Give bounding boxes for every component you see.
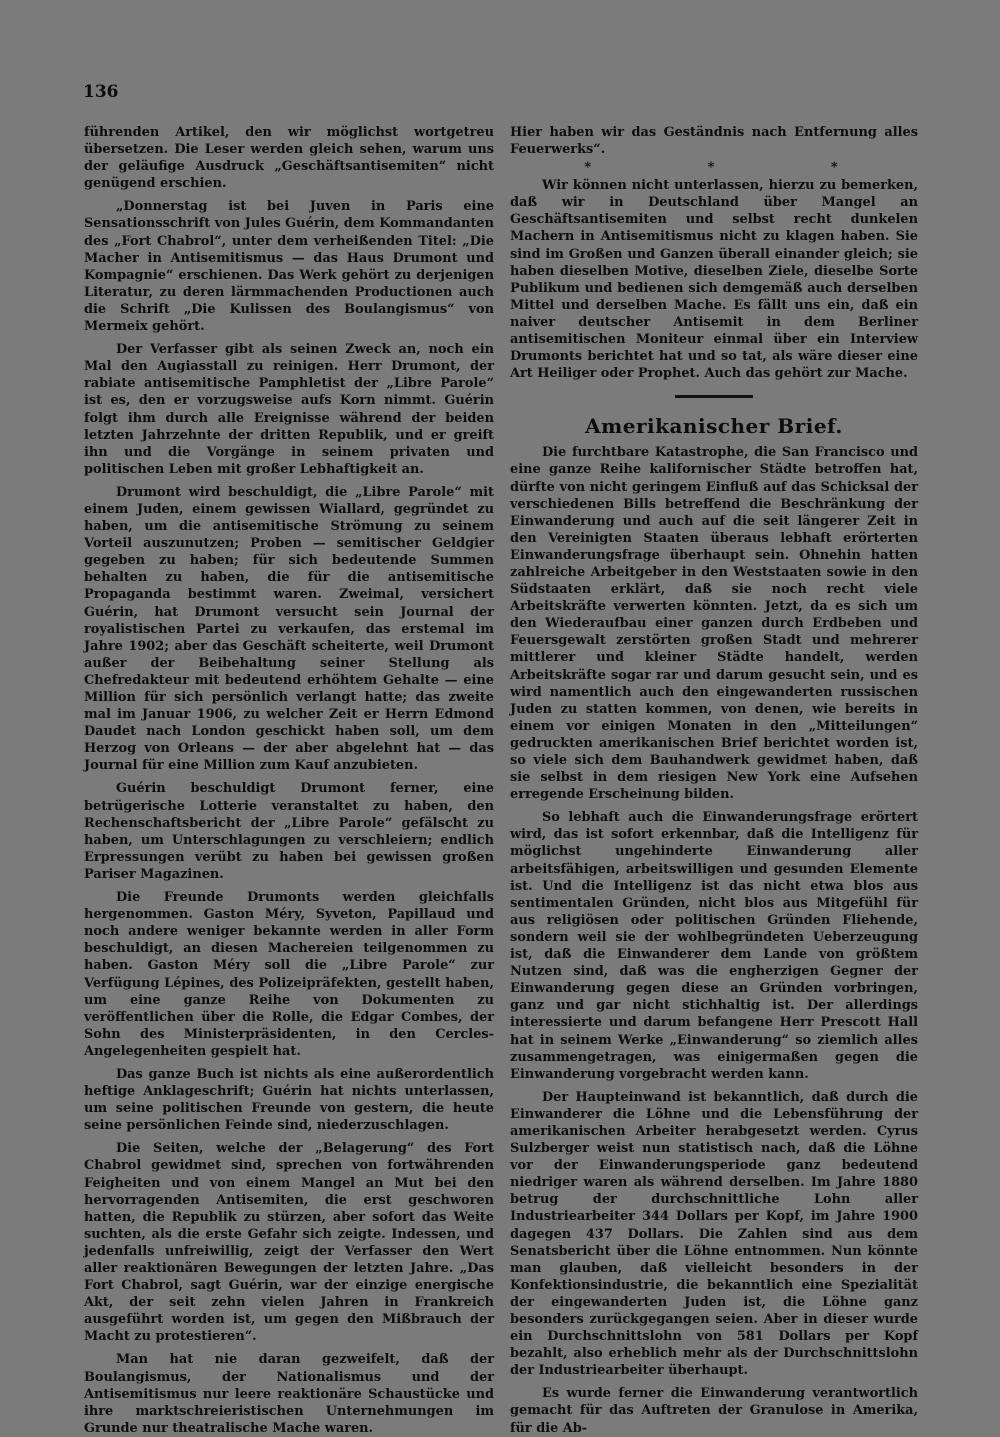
paragraph: Man hat nie daran gezweifelt, daß der Boulangismus, der Nationalismus und der Antisemitismus nur leere reaktionäre Schaustücke und ihre marktschreieristischen Unternehmungen im Grunde nur theatralische Mache waren. [84,1352,494,1436]
article-heading: Amerikanischer Brief. [585,414,843,439]
paragraph: Die Seiten, welche der „Belagerung“ des Fort Chabrol gewidmet sind, sprechen von fortwährenden Feigheiten und von einem Mangel an Mut bei den hervorragenden Antisemiten, die erst geschworen hatten, die Republik zu stürzen, aber sofort das Weite suchten, als die erste Gefahr sich zeigte. Indessen, und jedenfalls unfreiwillig, zeigt der Verfasser den Wert aller reaktionären Bewegungen der letzten Jahre. „Das Fort Chabrol, sagt Guérin, war der einzige energische Akt, der seit zehn vielen Jahren in Frankreich ausgeführt worden ist, um gegen den Mißbrauch der Macht zu protestieren“. [84,1141,494,1345]
right-column [510,124,918,1437]
paragraph: Das ganze Buch ist nichts als eine außerordentlich heftige Anklageschrift; Guérin hat nichts unterlassen, um seine politischen Freunde von gestern, die heute seine persönlichen Feinde sind, niederzuschlagen. [84,1066,494,1134]
page-number: 136 [83,82,119,102]
left-column [84,124,494,1437]
paragraph: Der Haupteinwand ist bekanntlich, daß durch die Einwanderer die Löhne und die Lebensführung der amerikanischen Arbeiter herabgesetzt werden. Cyrus Sulzberger weist nun statistisch nach, daß die Löhne vor der Einwanderungsperiode ganz bedeutend niedriger waren als während derselben. Im Jahre 1880 betrug der durchschnittliche Lohn aller Industriearbeiter 344 Dollars per Kopf, im Jahre 1900 dagegen 437 Dollars. Die Zahlen sind aus dem Senatsbericht über die Löhne entnommen. Nun könnte man glauben, daß vielleicht besonders in der Konfektionsindustrie, die bekanntlich eine Spezialität der eingewanderten Juden ist, die Löhne ganz besonders zurückgegangen seien. Aber in dieser wurde ein Durchschnittslohn von 581 Dollars per Kopf bezahlt, also erheblich mehr als der Durchschnittslohn der Industriearbeiter überhaupt. [510,1089,918,1379]
paragraph: „Donnerstag ist bei Juven in Paris eine Sensationsschrift von Jules Guérin, dem Kommandanten des „Fort Chabrol“, unter dem verheißenden Titel: „Die Macher in Antisemitismus — das Haus Drumont und Kompagnie“ erschienen. Das Werk gehört zu derjenigen Literatur, zu deren lärmmachenden Productionen auch die Schrift „Die Kulissen des Boulangismus“ von Mermeix gehört. [84,199,494,335]
paragraph: Der Verfasser gibt als seinen Zweck an, noch ein Mal den Augiasstall zu reinigen. Herr Drumont, der rabiate antisemitische Pamphletist der „Libre Parole“ ist es, den er vorzugsweise aufs Korn nimmt. Guérin folgt ihm durch alle Ereignisse während der beiden letzten Jahrzehnte der dritten Republik, und er greift ihn und die Vorgänge in seinem privaten und politischen Leben mit großer Lebhaftigkeit an. [84,342,494,477]
paragraph: Wir können nicht unterlassen, hierzu zu bemerken, daß wir in Deutschland über Mangel an Geschäftsantisemiten und selbst recht dunkelen Machern in Antisemitismus nicht zu klagen haben. Sie sind im Großen und Ganzen überall einander gleich; sie haben dieselben Motive, dieselben Ziele, dieselbe Sorte Publikum und bedienen sich demgemäß auch derselben Mittel und derselben Mache. Es fällt uns ein, daß ein naiver deutscher Antisemit in dem Berliner antisemitischen Moniteur einmal über ein Interview Drumonts berichtet hat und so tat, als wäre dieser eine Art Heiliger oder Prophet. Auch das gehört zur Mache. [510,178,918,382]
paragraph: Hier haben wir das Geständnis nach Entfernung alles Feuerwerks“. [510,125,918,158]
paragraph: Die Freunde Drumonts werden gleichfalls hergenommen. Gaston Méry, Syveton, Papillaud und noch andere weniger bekannte werden in aller Form beschuldigt, an diesen Machereien teilgenommen zu haben. Gaston Méry soll die „Libre Parole“ zur Verfügung Lépines, des Polizeipräfekten, gestellt haben, um eine ganze Reihe von Dokumenten zu veröffentlichen über die Rolle, die Edgar Combes, der Sohn des Ministerpräsidenten, in den Cercles-Angelegenheiten gespielt hat. [84,890,494,1059]
paragraph: Die furchtbare Katastrophe, die San Francisco und eine ganze Reihe kalifornischer Städte betroffen hat, dürfte von nicht geringem Einfluß auf das Schicksal der verschiedenen Bills betreffend die Beschränkung der Einwanderung und auch auf die seit längerer Zeit in den Vereinigten Staaten überaus lebhaft erörterten Einwanderungsfrage überhaupt sein. Ohnehin hatten zahlreiche Arbeitgeber in den Weststaaten sowie in den Südstaaten erklärt, daß sie noch recht viele Arbeitskräfte verwerten könnten. Jetzt, da es sich um den Wiederaufbau einer ganzen durch Erdbeben und Feuersgewalt zerstörten großen Stadt und mehrerer mittlerer und kleiner Städte handelt, werden Arbeitskräfte sogar rar und darum gesucht sein, und es wird namentlich auch den eingewanderten russischen Juden zu statten kommen, von denen, wie bereits in einem vor einigen Monaten in den „Mitteilungen“ gedruckten amerikanischen Brief berichtet worden ist, so viele sich dem Bauhandwerk gewidmet haben, daß sie selbst in dem riesigen New York eine Aufsehen erregende Erscheinung bilden. [510,445,918,803]
paragraph: Guérin beschuldigt Drumont ferner, eine betrügerische Lotterie veranstaltet zu haben, den Rechenschaftsbericht der „Libre Parole“ gefälscht zu haben, um Unterschlagungen zu verschleiern; endlich Erpressungen verübt zu haben bei gewissen großen Pariser Magazinen. [84,781,494,882]
section-separator-stars: * * * [584,160,894,176]
paragraph: So lebhaft auch die Einwanderungsfrage erörtert wird, das ist sofort erkennbar, daß die Intelligenz für möglichst ungehinderte Einwanderung aller arbeitsfähigen, arbeitswilligen und gesunden Elemente ist. Und die Intelligenz ist das nicht etwa blos aus sentimentalen Gründen, nicht blos aus Mitgefühl für aus religiösen oder politischen Gründen Fliehende, sondern weil sie der wohlbegründeten Ueberzeugung ist, daß die Einwanderer dem Lande von größtem Nutzen sind, daß was die engherzigen Gegner der Einwanderung gegen diese an Gründen vorbringen, ganz und gar nicht stichhaltig ist. Der allerdings interessierte und darum befangene Herr Prescott Hall hat in seinem Werke „Einwanderung“ so ziemlich alles zusammengetragen, was einigermaßen gegen die Einwanderung vorgebracht werden kann. [510,810,918,1082]
paragraph: führenden Artikel, den wir möglichst wortgetreu übersetzen. Die Leser werden gleich sehen, warum uns der geläufige Ausdruck „Geschäftsantisemiten“ nicht genügend erschien. [84,125,494,192]
section-divider [675,395,753,398]
paragraph: Drumont wird beschuldigt, die „Libre Parole“ mit einem Juden, einem gewissen Wiallard, gegründet zu haben, um die antisemitische Strömung zu seinem Vorteil auszunutzen; Proben — semitischer Geldgier gegeben zu haben; für sich bedeutende Summen behalten zu haben, die für die antisemitische Propaganda bestimmt waren. Zweimal, versichert Guérin, hat Drumont versucht sein Journal der royalistischen Partei zu verkaufen, das erstemal im Jahre 1902; aber das Geschäft scheiterte, weil Drumont außer der Beibehaltung seiner Stellung als Chefredakteur mit bedeutend erhöhtem Gehalte — eine Million für sich persönlich verlangt hatte; das zweite mal im Januar 1906, zu welcher Zeit er Herrn Edmond Daudet nach London geschickt haben soll, um dem Herzog von Orleans — der aber abgelehnt hat — das Journal für eine Million zum Kauf anzubieten. [84,484,494,774]
paragraph: Es wurde ferner die Einwanderung verantwortlich gemacht für das Auftreten der Granulose in Amerika, für die Ab- [510,1386,918,1436]
